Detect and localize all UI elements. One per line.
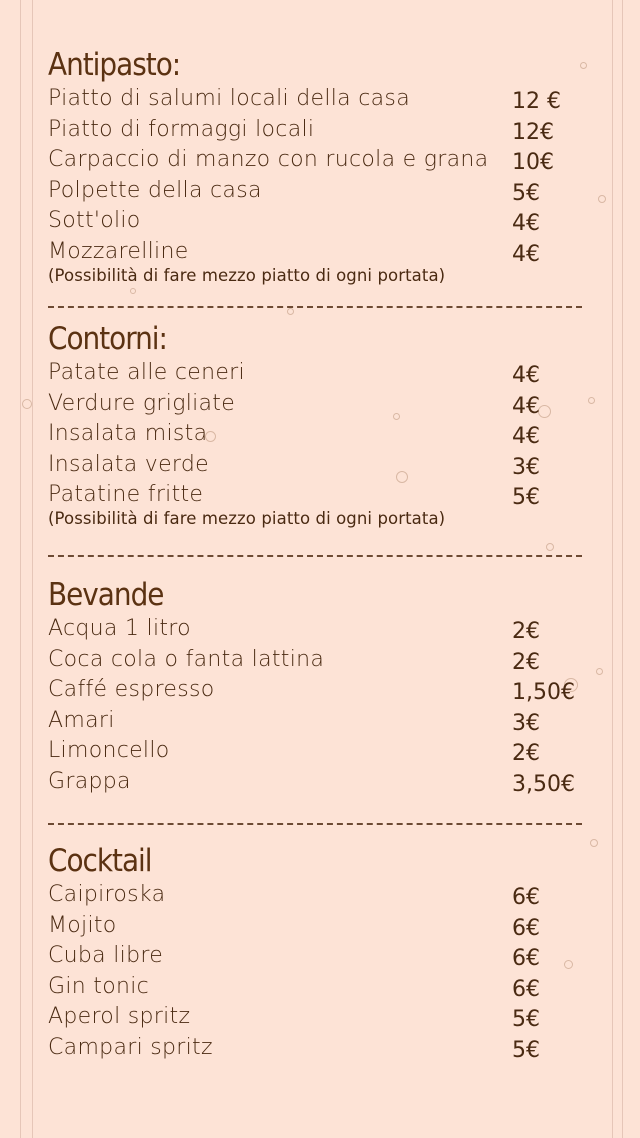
bubble-icon: [287, 308, 294, 315]
item-name: Sott'olio: [48, 208, 141, 234]
item-name: Gin tonic: [48, 973, 150, 999]
item-name: Polpette della casa: [48, 177, 262, 203]
section-contorni: [48, 322, 588, 529]
item-name: Acqua 1 litro: [48, 616, 191, 641]
menu-item: [48, 943, 588, 974]
item-price: 2€: [512, 649, 540, 675]
section-cocktail: [48, 844, 588, 1066]
menu-item: [48, 738, 588, 769]
item-name: Caffé espresso: [48, 677, 215, 703]
item-price: 3€: [512, 454, 540, 480]
decorative-line: [622, 0, 623, 1138]
item-price: 4€: [512, 241, 540, 267]
section-divider: [48, 306, 582, 308]
item-price: 2€: [512, 619, 540, 644]
item-name: Carpaccio di manzo con rucola e grana: [48, 147, 489, 173]
menu-item: [48, 421, 588, 452]
menu-item: [48, 391, 588, 422]
decorative-line: [612, 0, 613, 1138]
section-bevande: [48, 578, 588, 800]
decorative-line: [20, 0, 21, 1138]
item-name: Verdure grigliate: [48, 390, 236, 416]
item-name: Caipiroska: [48, 882, 166, 907]
item-name: Insalata mista: [48, 421, 208, 447]
item-name: Patatine fritte: [48, 482, 204, 508]
item-name: Insalata verde: [48, 451, 209, 477]
section-note: (Possibilità di fare mezzo piatto di ogni portata): [48, 508, 446, 528]
menu-item: [48, 677, 588, 708]
item-price: 4€: [512, 363, 540, 388]
item-name: Limoncello: [48, 738, 170, 764]
item-price: 3,50€: [512, 771, 575, 797]
item-price: 6€: [512, 885, 540, 910]
menu-item: [48, 239, 588, 270]
item-price: 4€: [512, 424, 540, 450]
item-price: 2€: [512, 741, 540, 767]
item-price: 3€: [512, 710, 540, 736]
item-price: 5€: [512, 180, 540, 206]
item-price: 6€: [512, 976, 540, 1002]
menu-item: [48, 117, 588, 148]
item-name: Aperol spritz: [48, 1004, 191, 1030]
menu-item: [48, 1004, 588, 1035]
section-title-antipasto: Antipasto:: [48, 47, 181, 83]
section-title-contorni: Contorni:: [48, 321, 167, 357]
bubble-icon: [590, 839, 598, 847]
menu-item: [48, 647, 588, 678]
bubble-icon: [22, 399, 32, 409]
section-antipasto: [48, 48, 588, 286]
bubble-icon: [588, 397, 595, 404]
item-name: Mojito: [48, 912, 117, 938]
decorative-line: [32, 0, 33, 1138]
bubble-icon: [598, 195, 606, 203]
menu-item: [48, 178, 588, 209]
section-title-bevande: Bevande: [48, 577, 164, 613]
item-price: 12€: [512, 119, 554, 145]
menu-item: [48, 452, 588, 483]
section-title-cocktail: Cocktail: [48, 843, 152, 879]
bubble-icon: [130, 288, 136, 294]
item-name: Coca cola o fanta lattina: [48, 646, 325, 672]
menu-item: [48, 769, 588, 800]
menu-item: [48, 208, 588, 239]
menu-item: [48, 974, 588, 1005]
item-price: 4€: [512, 393, 540, 419]
menu-item: [48, 708, 588, 739]
item-price: 5€: [512, 1007, 540, 1033]
bubble-icon: [596, 668, 603, 675]
menu-item: [48, 360, 588, 391]
item-price: 12 €: [512, 89, 561, 114]
item-price: 10€: [512, 150, 554, 176]
bubble-icon: [546, 543, 554, 551]
menu-item: [48, 882, 588, 913]
section-note: (Possibilità di fare mezzo piatto di ogni portata): [48, 265, 446, 285]
item-name: Grappa: [48, 768, 131, 794]
item-name: Amari: [48, 707, 115, 733]
menu-item: [48, 147, 588, 178]
item-name: Mozzarelline: [48, 238, 189, 264]
item-price: 6€: [512, 946, 540, 972]
item-price: 5€: [512, 1037, 540, 1063]
item-price: 5€: [512, 485, 540, 511]
menu-item: [48, 913, 588, 944]
item-name: Piatto di formaggi locali: [48, 116, 315, 142]
item-name: Patate alle ceneri: [48, 360, 245, 385]
section-divider: [48, 555, 582, 557]
menu-item: [48, 482, 588, 513]
item-name: Piatto di salumi locali della casa: [48, 86, 410, 111]
menu-item: [48, 616, 588, 647]
section-divider: [48, 823, 582, 825]
item-price: 1,50€: [512, 680, 575, 706]
menu-item: [48, 1035, 588, 1066]
item-price: 6€: [512, 915, 540, 941]
item-name: Cuba libre: [48, 943, 164, 969]
menu-item: [48, 86, 588, 117]
item-price: 4€: [512, 211, 540, 237]
item-name: Campari spritz: [48, 1034, 213, 1060]
